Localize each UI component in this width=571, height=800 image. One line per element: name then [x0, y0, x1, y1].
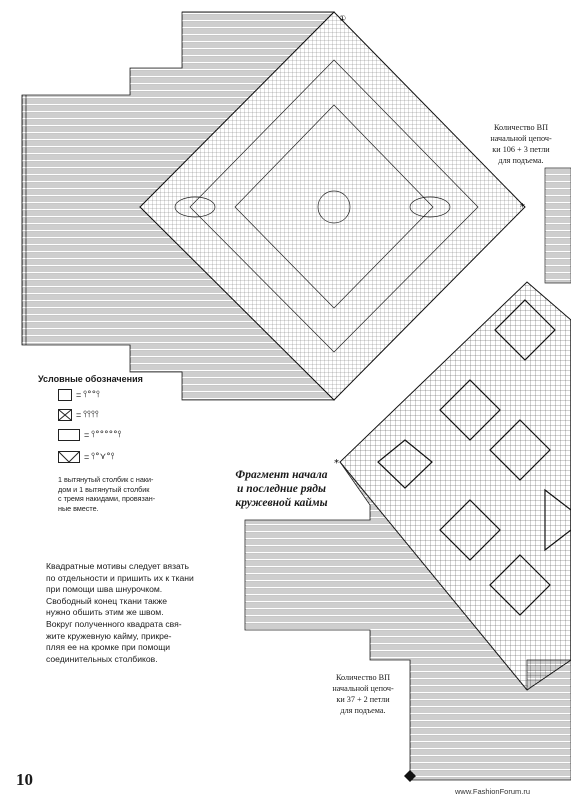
watermark: www.FashionForum.ru — [455, 787, 531, 796]
legend-item: = ⫯°°°°°⫯ — [58, 428, 122, 442]
crossed-square-icon — [58, 409, 72, 421]
instructions-text: Квадратные мотивы следует вязать по отдельности и пришить их к ткани при помощи шва шнурочком. Свободный конец ткани также нужно обшить этим же швом. Вокруг полученного квадрата свя- жите кружевную кайму, прикре- пляя ее на кромке при помощи соединительных столбиков. — [46, 561, 194, 664]
empty-square-icon — [58, 389, 72, 401]
chain-count-note-bottom: Количество ВП начальной цепоч- ки 37 + 2 петли для подъема. — [332, 673, 394, 715]
legend-title: Условные обозначения — [38, 374, 143, 384]
legend-item: = ⫯⫯⫯⫯ — [58, 408, 99, 422]
chain-count-note-top: Количество ВП начальной цепоч- ки 106 + 3 петли для подъема. — [490, 123, 552, 165]
stitch-description: 1 вытянутый столбик с наки- дом и 1 вытянутый столбик с тремя накидами, провязан- ные вместе. — [58, 475, 156, 513]
wide-rectangle-icon — [58, 429, 80, 441]
page-number: 10 — [16, 770, 33, 789]
svg-text:*: * — [334, 458, 339, 469]
fragment-title: Фрагмент начала и последние ряды кружевной каймы — [235, 469, 328, 509]
svg-text:*: * — [520, 202, 525, 213]
legend-item: = ⫯°⋎°⫯ — [58, 450, 115, 464]
marker-top: ① — [339, 14, 347, 23]
v-rectangle-icon — [58, 451, 80, 463]
right-edge-strip — [545, 168, 571, 283]
legend-item: = ⫯°°⫯ — [58, 388, 100, 402]
